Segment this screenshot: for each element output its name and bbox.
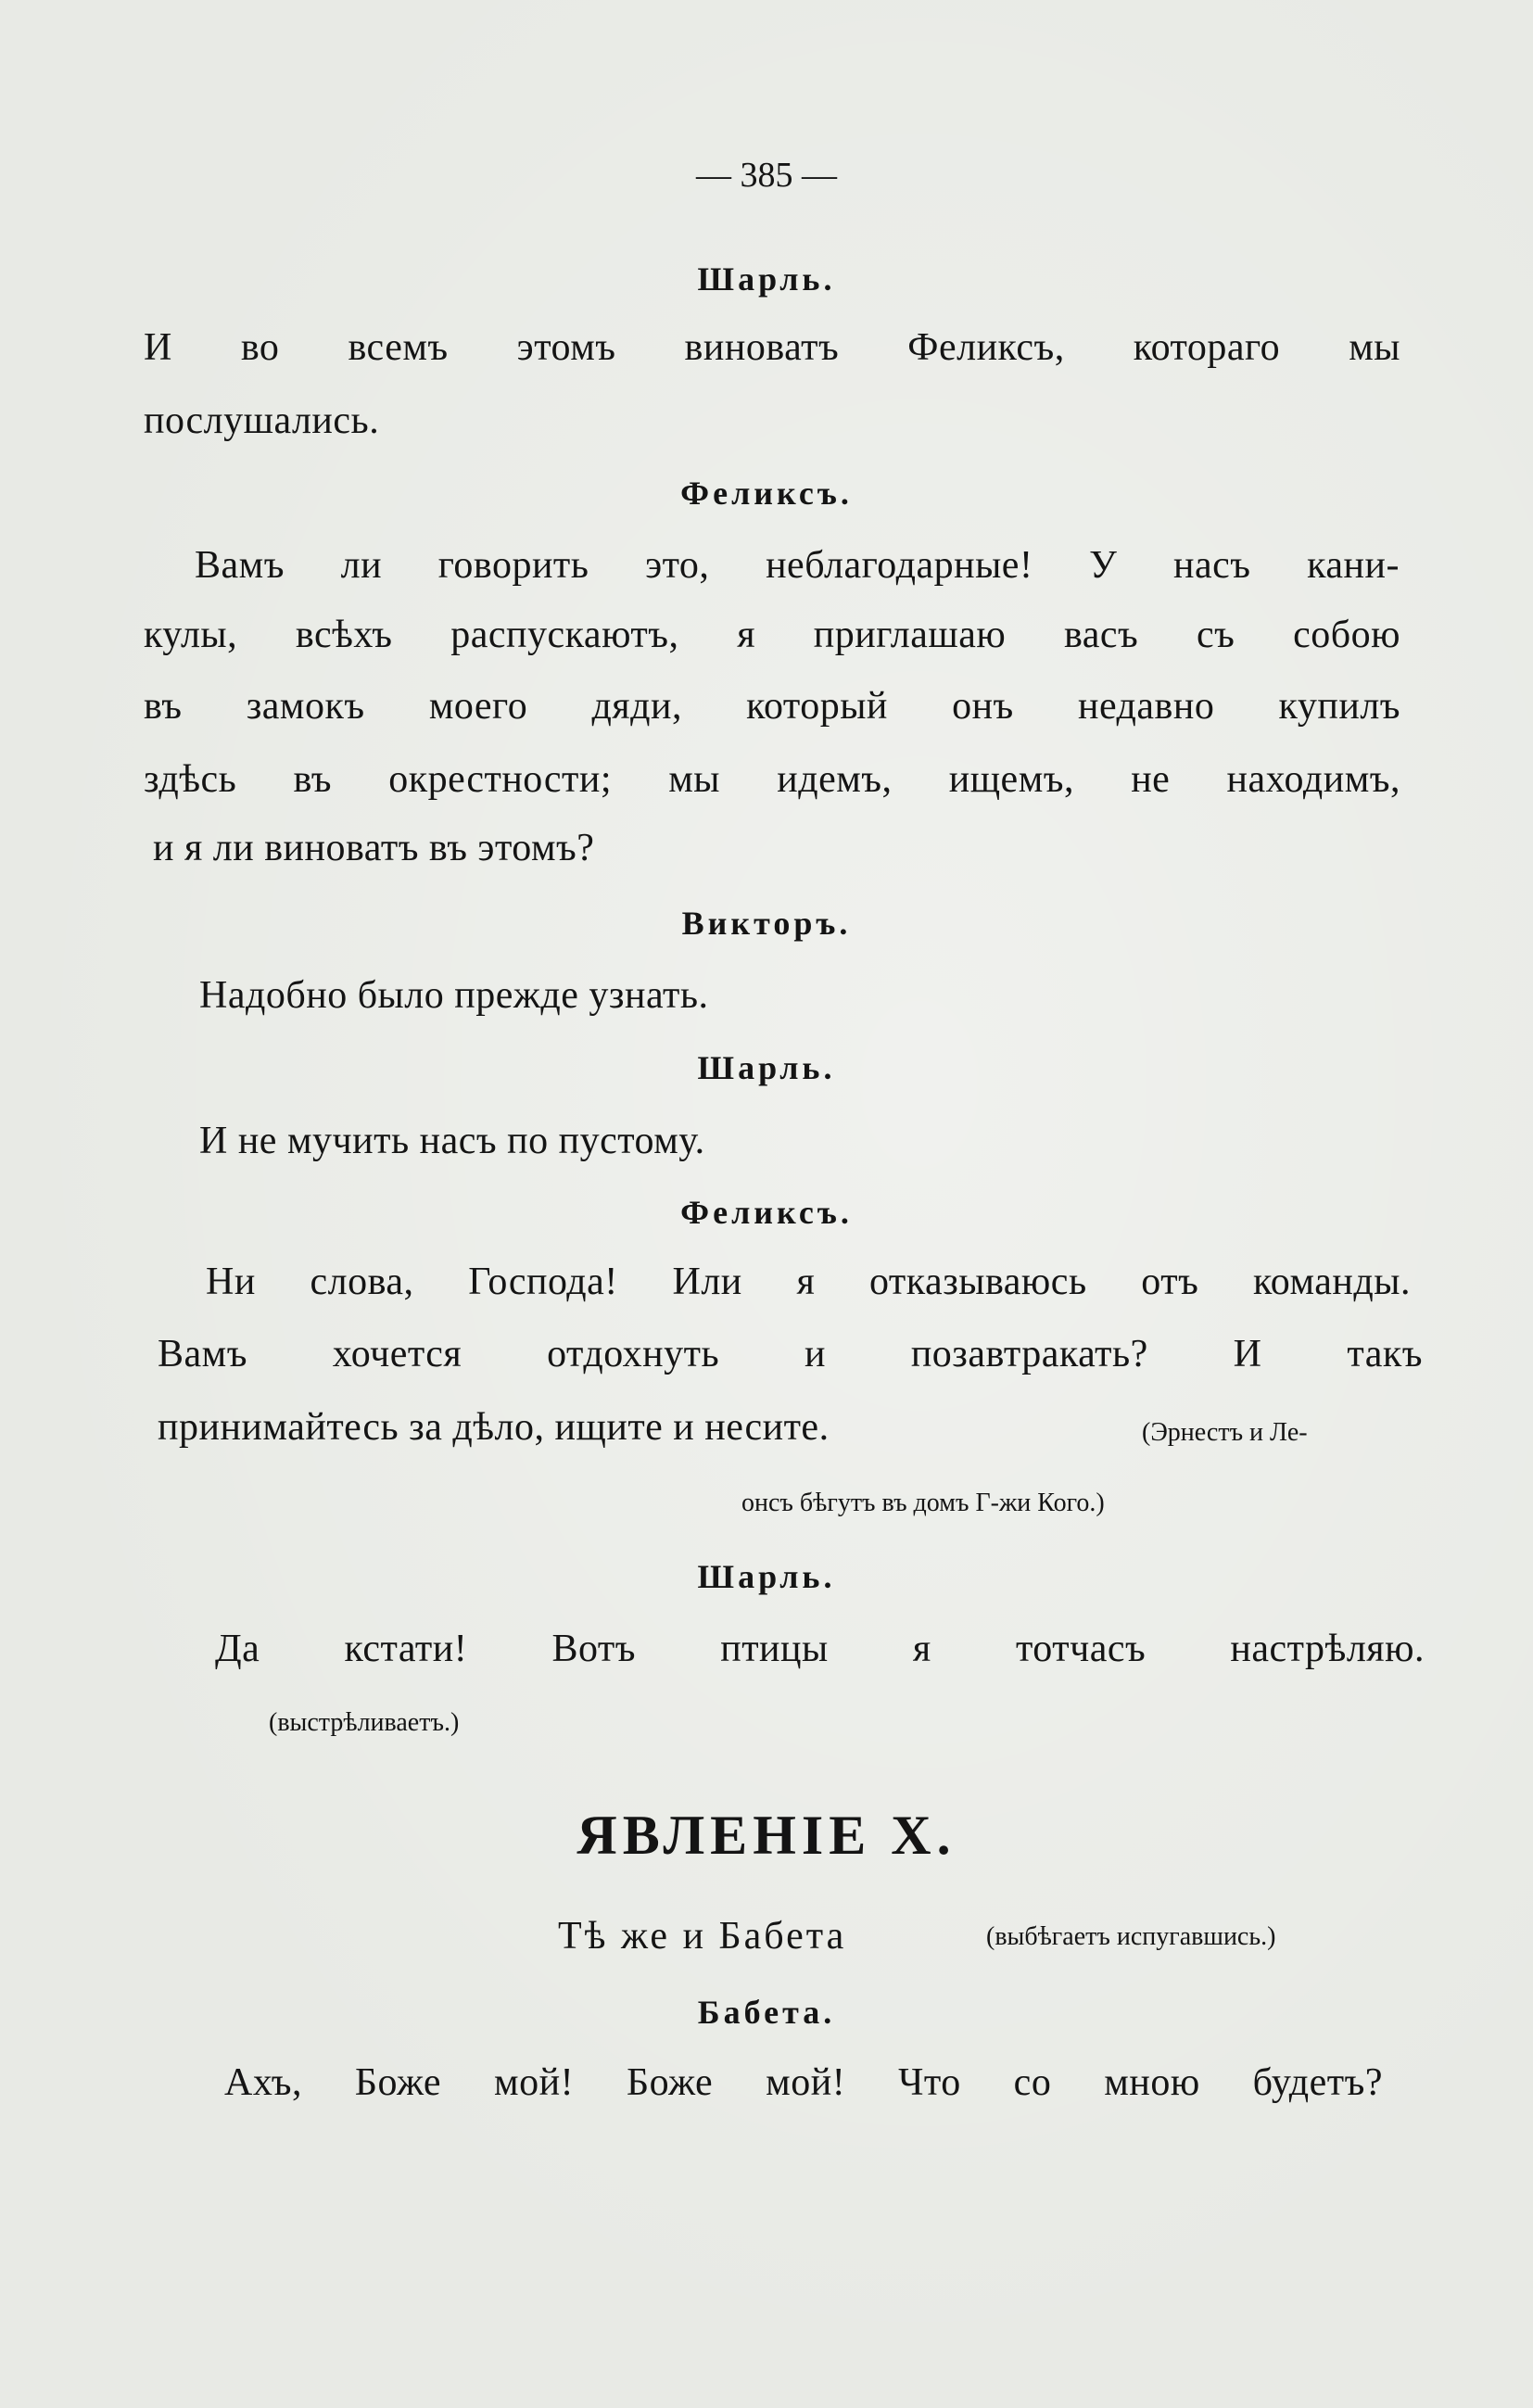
text-line: И во всемъ этомъ виноватъ Феликсъ, котораго мы: [144, 326, 1400, 369]
page-number: — 385 —: [696, 156, 837, 195]
show-through-texture: [667, 389, 677, 433]
text-line: принимайтесь за дѣло, ищите и несите.: [158, 1406, 830, 1449]
stage-direction: онсъ бѣгутъ въ домъ Г-жи Кого.): [741, 1489, 1105, 1517]
scene-heading: ЯВЛЕНІЕ X.: [576, 1805, 957, 1866]
text-line: Ахъ, Боже мой! Боже мой! Что со мною будетъ?: [224, 2061, 1383, 2104]
stage-direction: (выстрѣливаетъ.): [269, 1708, 460, 1737]
speaker-name: Шарль.: [697, 1558, 836, 1595]
text-line: Вамъ ли говорить это, неблагодарные! У насъ кани-: [195, 544, 1400, 587]
text-line: Надобно было прежде узнать.: [199, 974, 709, 1017]
stage-direction: (Эрнестъ и Ле-: [1142, 1418, 1308, 1447]
text-line: Да кстати! Вотъ птицы я тотчасъ настрѣляю.: [215, 1628, 1425, 1670]
stage-direction: (выбѣгаетъ испугавшись.): [986, 1922, 1276, 1951]
text-line: послушались.: [144, 399, 380, 442]
text-line: и я ли виноватъ въ этомъ?: [153, 827, 595, 869]
speaker-name: Викторъ.: [681, 905, 852, 942]
speaker-name: Феликсъ.: [680, 475, 853, 512]
text-line: кулы, всѣхъ распускаютъ, я приглашаю васъ съ собою: [144, 614, 1400, 656]
speaker-name: Шарль.: [697, 260, 836, 298]
text-line: здѣсь въ окрестности; мы идемъ, ищемъ, не находимъ,: [144, 758, 1400, 801]
speaker-name: Шарль.: [697, 1049, 836, 1086]
text-line: И не мучить насъ по пустому.: [199, 1120, 705, 1162]
text-line: Ни слова, Господа! Или я отказываюсь отъ команды.: [206, 1261, 1411, 1303]
text-line: Вамъ хочется отдохнуть и позавтракать? И такъ: [158, 1333, 1423, 1375]
speaker-name: Феликсъ.: [680, 1194, 853, 1231]
text-line: въ замокъ моего дяди, который онъ недавно купилъ: [144, 685, 1400, 728]
speaker-name: Бабета.: [697, 1994, 836, 2031]
text-line: Тѣ же и Бабета: [558, 1915, 847, 1958]
